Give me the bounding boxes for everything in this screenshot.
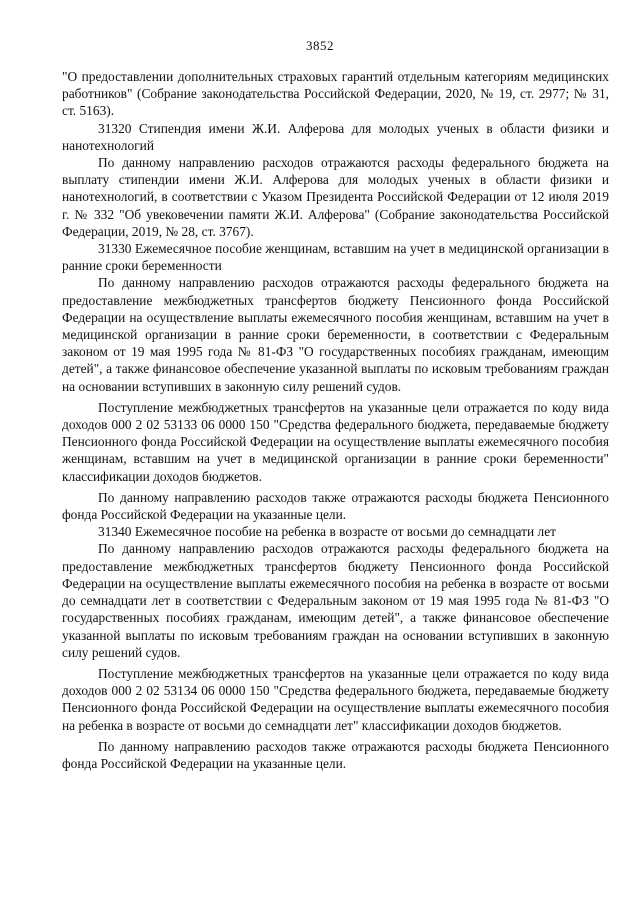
paragraph: Поступление межбюджетных трансфертов на указанные цели отражается по коду вида доходов 000 2 02 53133 06 0000 150 "Средства федерального бюджета, передаваемые бюджету Пенсионного фонда Российской Федерации на осуществление выплаты ежемесячного пособия женщинам, вставшим на учет в медицинской организации в ранние сроки беременности" классификации доходов бюджетов. xyxy=(62,399,609,484)
paragraph: По данному направлению расходов отражаются расходы федерального бюджета на выплату стипендии имени Ж.И. Алферова для молодых ученых в области физики и нанотехнологий, в соответствии с Указом Президента Российской Федерации от 12 июля 2019 г. № 332 "Об увековечении памяти Ж.И. Алферова" (Собрание законодательства Российской Федерации, 2019, № 28, ст. 3767). xyxy=(62,155,609,239)
paragraph: Поступление межбюджетных трансфертов на указанные цели отражается по коду вида доходов 000 2 02 53134 06 0000 150 "Средства федерального бюджета, передаваемые бюджету Пенсионного фонда Российской Федерации на осуществление выплаты ежемесячного пособия на ребенка в возрасте от восьми до семнадцати лет" классификации доходов бюджетов. xyxy=(62,665,609,733)
page-number: 3852 xyxy=(306,38,334,53)
paragraph: По данному направлению расходов отражаются расходы федерального бюджета на предоставление межбюджетных трансфертов бюджету Пенсионного фонда Российской Федерации на осуществление выплаты ежемесячного пособия женщинам, вставшим на учет в медицинской организации в ранние сроки беременности, в соответствии с Федеральным законом от 19 мая 1995 года № 81-ФЗ "О государственных пособиях гражданам, имеющим детей", а также финансовое обеспечение указанной выплаты по исковым требованиям граждан на основании вступивших в законную силу решений судов. xyxy=(62,275,609,394)
paragraph: По данному направлению расходов также отражаются расходы бюджета Пенсионного фонда Российской Федерации на указанные цели. xyxy=(62,489,609,523)
paragraph: По данному направлению расходов также отражаются расходы бюджета Пенсионного фонда Российской Федерации на указанные цели. xyxy=(62,738,609,771)
document-body xyxy=(62,68,609,772)
section-heading-31340: 31340 Ежемесячное пособие на ребенка в возрасте от восьми до семнадцати лет xyxy=(98,524,557,540)
paragraph-continuation: "О предоставлении дополнительных страховых гарантий отдельным категориям медицинских работников" (Собрание законодательства Российской Федерации, 2020, № 19, ст. 2977; № 31, ст. 5163). xyxy=(62,69,609,119)
section-heading-31320: 31320 Стипендия имени Ж.И. Алферова для молодых ученых в области физики и нанотехнологий xyxy=(62,120,609,153)
paragraph: По данному направлению расходов отражаются расходы федерального бюджета на предоставление межбюджетных трансфертов бюджету Пенсионного фонда Российской Федерации на осуществление выплаты ежемесячного пособия на ребенка в возрасте от восьми до семнадцати лет в соответствии с Федеральным законом от 19 мая 1995 года № 81-ФЗ "О государственных пособиях гражданам, имеющим детей", а также финансовое обеспечение указанной выплаты по исковым требованиям граждан на основании вступивших в законную силу решений судов. xyxy=(62,541,609,660)
section-heading-31330: 31330 Ежемесячное пособие женщинам, вставшим на учет в медицинской организации в ранние сроки беременности xyxy=(62,241,609,274)
